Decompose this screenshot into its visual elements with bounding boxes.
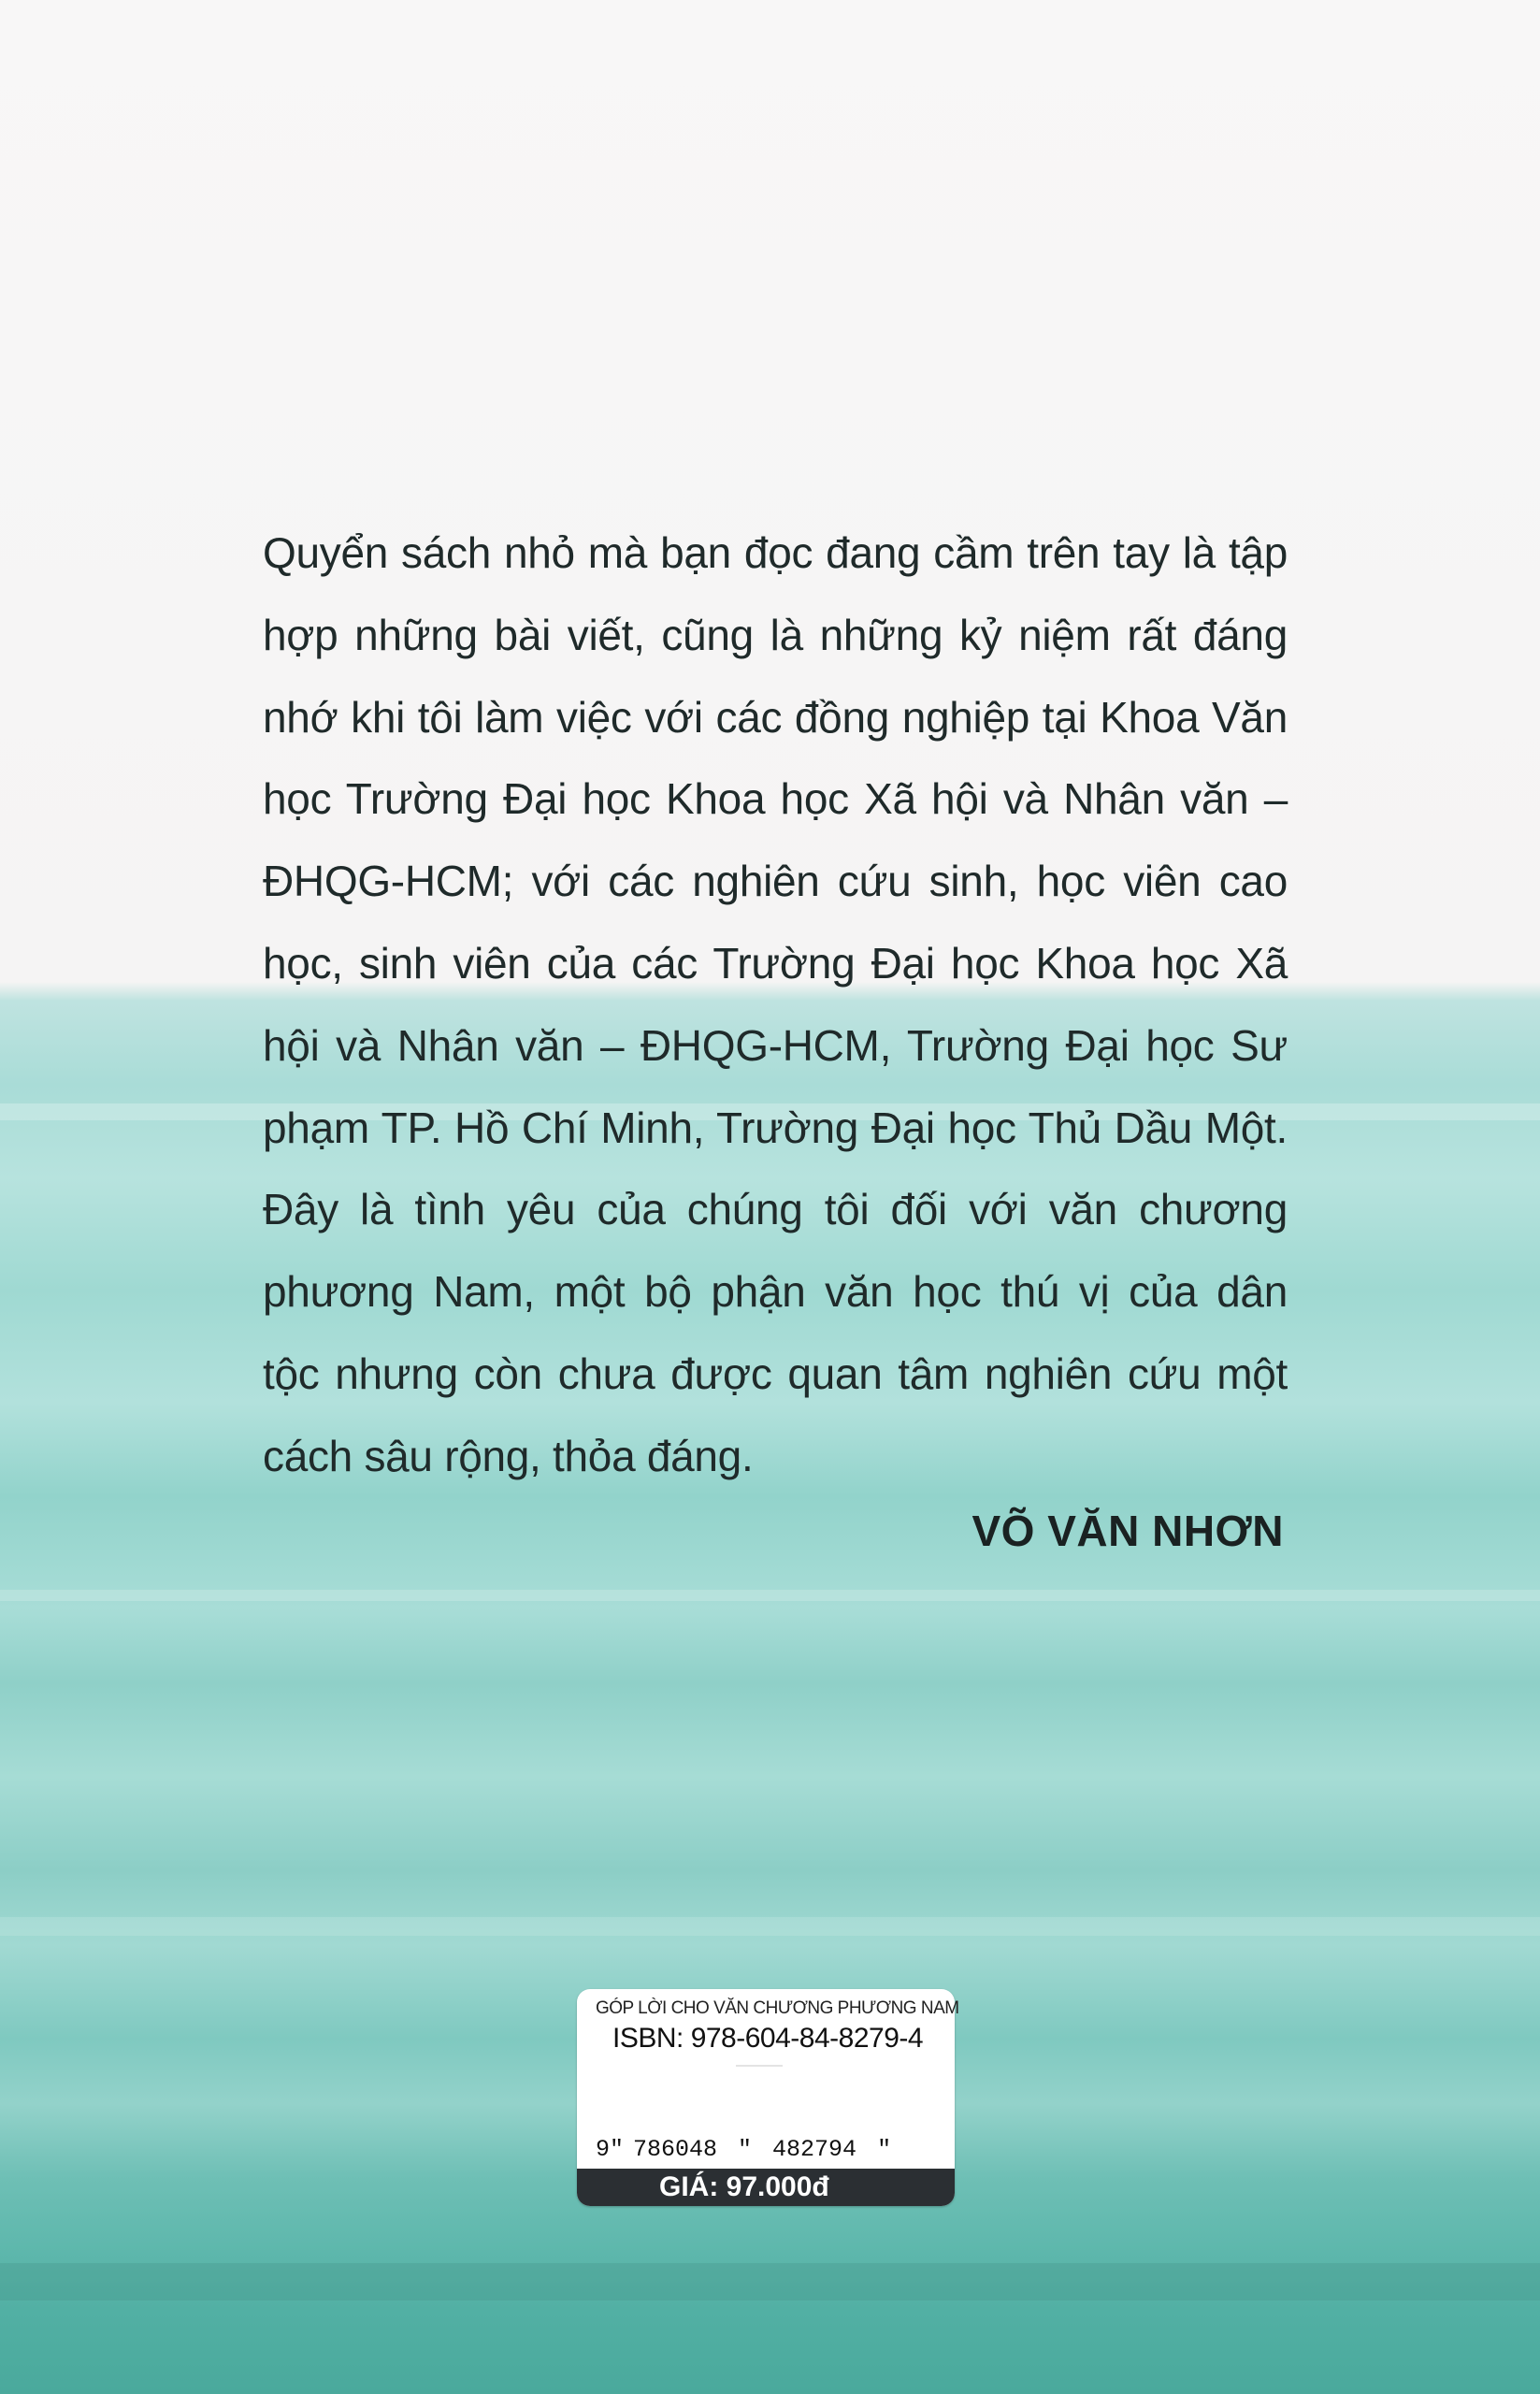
barcode-digit-group: 786048 <box>633 2136 718 2163</box>
blurb-line: cách sâu rộng, thỏa đáng. <box>263 1431 754 1480</box>
barcode-digit-group: " <box>738 2136 753 2163</box>
barcode-digits <box>596 2136 943 2163</box>
blurb-line: phương Nam, một bộ phận văn học thú vị của dân <box>263 1267 1288 1317</box>
price-label: GIÁ: 97.000đ <box>577 2169 955 2206</box>
watercolor-streak <box>0 1590 1540 1601</box>
blurb-line: phạm TP. Hồ Chí Minh, Trường Đại học Thủ Dầu Một. <box>263 1103 1288 1152</box>
watercolor-streak <box>0 1917 1540 1936</box>
barcode-digit-group: 482794 <box>772 2136 857 2163</box>
blurb-line: hội và Nhân văn – ĐHQG-HCM, Trường Đại học Sư <box>263 1020 1288 1070</box>
barcode-digit-group: " <box>877 2136 892 2163</box>
blurb-text <box>263 512 1288 1498</box>
blurb-line: ĐHQG-HCM; với các nghiên cứu sinh, học viên cao <box>263 857 1288 906</box>
blurb-line: Quyển sách nhỏ mà bạn đọc đang cầm trên tay là tập <box>263 528 1288 577</box>
blurb-line: nhớ khi tôi làm việc với các đồng nghiệp tại Khoa Văn <box>263 692 1288 742</box>
blurb-line: Đây là tình yêu của chúng tôi đối với văn chương <box>263 1185 1288 1234</box>
barcode-digit-group: 9" <box>596 2136 625 2163</box>
blurb-line: học Trường Đại học Khoa học Xã hội và Nhân văn – <box>263 774 1288 824</box>
barcode-icon <box>596 2062 936 2144</box>
blurb-line: hợp những bài viết, cũng là những kỷ niệm rất đáng <box>263 610 1288 659</box>
watercolor-streak <box>0 2263 1540 2300</box>
author-name: VÕ VĂN NHƠN <box>971 1507 1284 1555</box>
blurb-line: học, sinh viên của các Trường Đại học Khoa học Xã <box>263 938 1288 988</box>
isbn-number: ISBN: 978-604-84-8279-4 <box>612 2023 924 2054</box>
blurb-line: tộc nhưng còn chưa được quan tâm nghiên cứu một <box>263 1348 1288 1398</box>
isbn-price-sticker <box>577 1989 959 2206</box>
sticker-book-title: GÓP LỜI CHO VĂN CHƯƠNG PHƯƠNG NAM <box>596 1998 959 2018</box>
